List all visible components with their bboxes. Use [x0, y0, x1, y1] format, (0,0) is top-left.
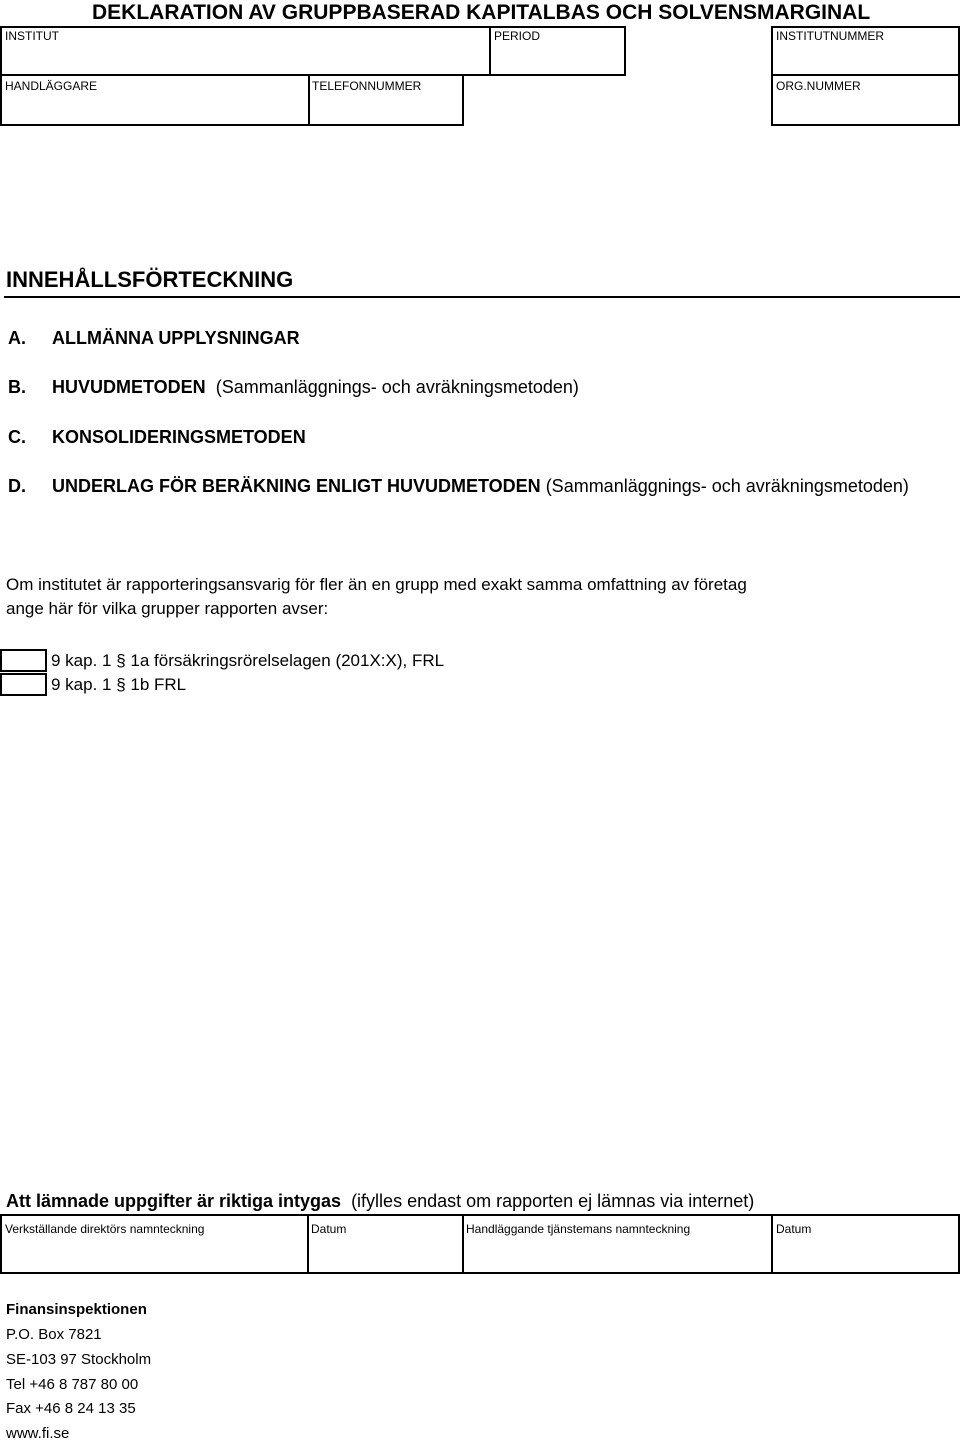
attestation-title: Att lämnade uppgifter är riktiga intygas [6, 1191, 342, 1211]
officer-signature-label: Handläggande tjänstemans namnteckning [466, 1222, 691, 1236]
group-option-1-checkbox[interactable] [0, 649, 47, 672]
group-option-1-label: 9 kap. 1 § 1a försäkringsrörelselagen (201X:X), FRL [51, 651, 445, 670]
group-option-2-checkbox[interactable] [0, 673, 47, 696]
toc-item-letter: C. [8, 427, 26, 447]
toc-item-b[interactable] [8, 376, 579, 398]
group-instruction-line2: ange här för vilka grupper rapporten avser: [6, 599, 329, 618]
toc-item-d[interactable] [8, 475, 960, 497]
date2-label: Datum [776, 1222, 812, 1236]
attestation-note: (ifylles endast om rapporten ej lämnas via internet) [351, 1191, 755, 1211]
footer-fax: Fax +46 8 24 13 35 [6, 1400, 136, 1417]
footer-web-link[interactable]: www.fi.se [6, 1425, 70, 1442]
footer-org: Finansinspektionen [6, 1301, 147, 1318]
handlaggare-label: HANDLÄGGARE [5, 79, 98, 93]
group-instruction-line1: Om institutet är rapporteringsansvarig för fler än en grupp med exakt samma omfattning av företag [6, 575, 747, 594]
date1-label: Datum [311, 1222, 347, 1236]
toc-divider [4, 296, 960, 298]
toc-item-letter: A. [8, 328, 26, 348]
group-option-2-label: 9 kap. 1 § 1b FRL [51, 675, 187, 694]
toc-item-a[interactable] [8, 327, 300, 349]
toc-item-note: (Sammanläggnings- och avräkningsmetoden) [215, 377, 579, 397]
toc-title: INNEHÅLLSFÖRTECKNING [6, 267, 294, 292]
toc-item-c[interactable] [8, 426, 306, 448]
footer-box: P.O. Box 7821 [6, 1326, 102, 1343]
toc-item-name: UNDERLAG FÖR BERÄKNING ENLIGT HUVUDMETODEN [52, 476, 541, 496]
telefonnummer-label: TELEFONNUMMER [312, 79, 422, 93]
toc-item-note: (Sammanläggnings- och avräkningsmetoden) [545, 476, 909, 496]
institutnummer-label: INSTITUTNUMMER [776, 29, 884, 43]
toc-item-letter: D. [8, 476, 26, 496]
toc-item-name: HUVUDMETODEN [52, 377, 206, 397]
institut-label: INSTITUT [5, 29, 59, 43]
footer-tel: Tel +46 8 787 80 00 [6, 1376, 139, 1393]
toc-item-letter: B. [8, 377, 26, 397]
attestation-heading [6, 1189, 754, 1213]
footer-city: SE-103 97 Stockholm [6, 1351, 152, 1368]
vd-signature-label: Verkställande direktörs namnteckning [5, 1222, 205, 1236]
period-label: PERIOD [494, 29, 541, 43]
toc-item-name: KONSOLIDERINGSMETODEN [52, 427, 306, 447]
page-title: DEKLARATION AV GRUPPBASERAD KAPITALBAS OCH SOLVENSMARGINAL [92, 1, 871, 24]
orgnummer-label: ORG.NUMMER [776, 79, 861, 93]
institut-field[interactable] [0, 26, 491, 76]
toc-item-name: ALLMÄNNA UPPLYSNINGAR [52, 328, 300, 348]
